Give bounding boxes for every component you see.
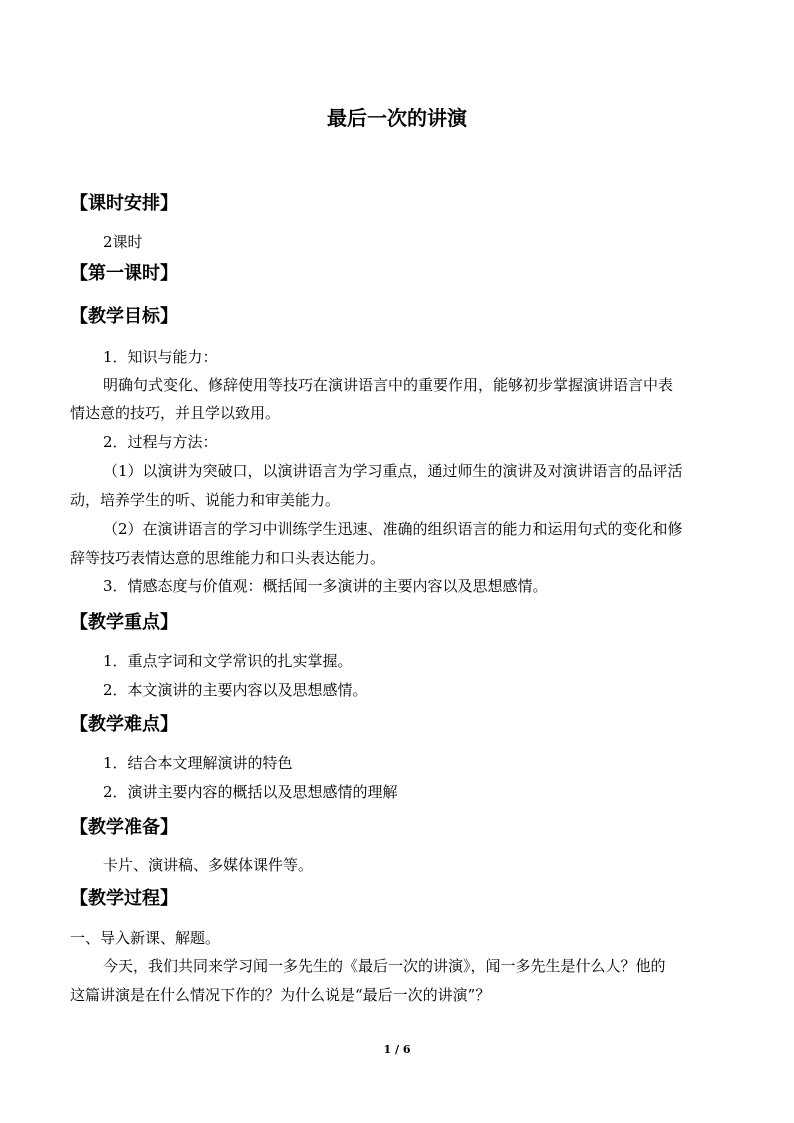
lesson1-heading: 【第一课时】: [70, 263, 178, 284]
preparation-heading: 【教学准备】: [70, 817, 178, 838]
objective-2-sub2-line1: （2）在演讲语言的学习中训练学生迅速、准确的组织语言的能力和运用句式的变化和修: [103, 520, 683, 538]
difficulties-heading: 【教学难点】: [70, 714, 178, 735]
objectives-heading: 【教学目标】: [70, 306, 178, 327]
difficulty-2: 2．演讲主要内容的概括以及思想感情的理解: [103, 783, 398, 801]
preparation-text: 卡片、演讲稿、多媒体课件等。: [103, 856, 314, 874]
process-section1-line1: 今天，我们共同来学习闻一多先生的《最后一次的讲演》，闻一多先生是什么人？他的: [103, 957, 666, 975]
objective-3: 3．情感态度与价值观：概括闻一多演讲的主要内容以及思想感情。: [103, 577, 548, 595]
objective-2-label: 2．过程与方法：: [103, 433, 218, 451]
objective-2-sub2-line2: 辞等技巧表情达意的思维能力和口头表达能力。: [70, 549, 386, 567]
objective-2-sub1-line2: 动，培养学生的听、说能力和审美能力。: [70, 491, 341, 509]
schedule-heading: 【课时安排】: [70, 193, 178, 214]
process-section1-line2: 这篇讲演是在什么情况下作的？为什么说是“最后一次的讲演”？: [70, 986, 491, 1004]
process-section1-title: 一、导入新课、解题。: [70, 929, 221, 947]
process-heading: 【教学过程】: [70, 888, 178, 909]
difficulty-1: 1．结合本文理解演讲的特色: [103, 754, 293, 772]
page-number: 1 / 6: [383, 1043, 411, 1056]
key-point-2: 2．本文演讲的主要内容以及思想感情。: [103, 681, 368, 699]
schedule-value: 2课时: [103, 233, 143, 251]
objective-1-text-line1: 明确句式变化、修辞使用等技巧在演讲语言中的重要作用，能够初步掌握演讲语言中表: [103, 376, 674, 394]
document-title: 最后一次的讲演: [327, 106, 467, 130]
key-point-1: 1．重点字词和文学常识的扎实掌握。: [103, 652, 353, 670]
key-points-heading: 【教学重点】: [70, 612, 178, 633]
objective-1-text-line2: 情达意的技巧，并且学以致用。: [70, 404, 281, 422]
objective-1-label: 1．知识与能力：: [103, 348, 218, 366]
objective-2-sub1-line1: （1）以演讲为突破口，以演讲语言为学习重点，通过师生的演讲及对演讲语言的品评活: [103, 462, 683, 480]
